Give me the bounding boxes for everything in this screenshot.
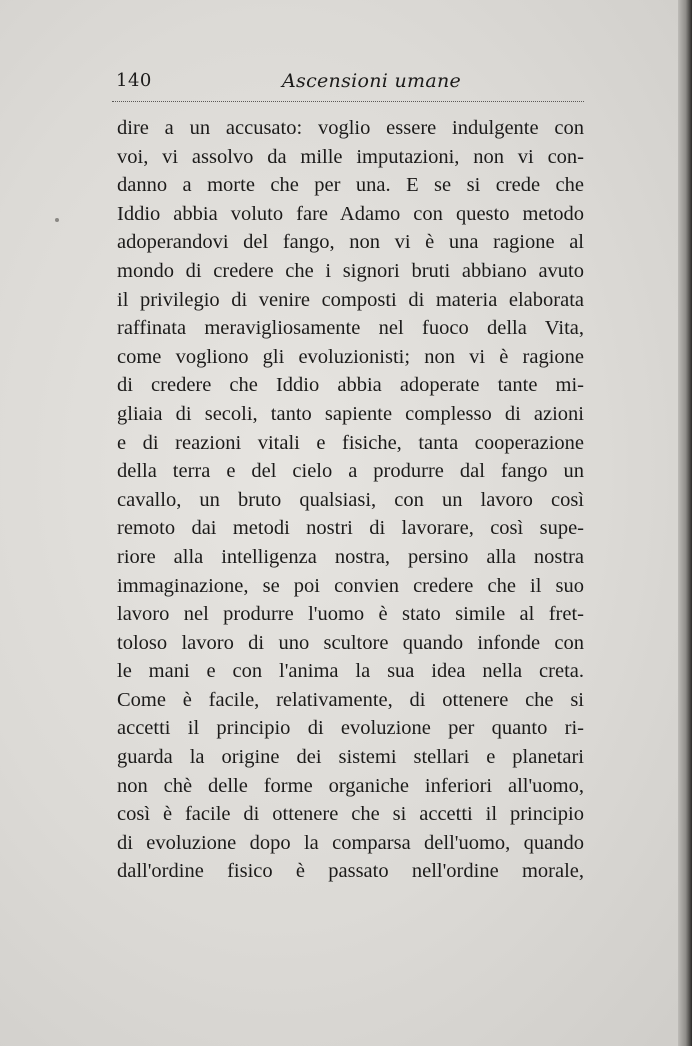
text-line: lavoro nel produrre l'uomo è stato simile al fret- [117, 603, 584, 626]
text-line: danno a morte che per una. E se si crede che [117, 174, 584, 197]
text-line: come vogliono gli evoluzionisti; non vi è ragione [117, 345, 584, 368]
text-line: riore alla intelligenza nostra, persino alla nostra [117, 545, 584, 568]
text-line: immaginazione, se poi convien credere che il suo [117, 574, 584, 597]
text-line: voi, vi assolvo da mille imputazioni, non vi con- [117, 145, 584, 168]
text-line: toloso lavoro di uno scultore quando infonde con [117, 631, 584, 654]
text-line: accetti il principio di evoluzione per quanto ri- [117, 717, 584, 740]
header-rule [112, 101, 584, 102]
text-line: di credere che Iddio abbia adoperate tante mi- [117, 374, 584, 397]
text-line: gliaia di secoli, tanto sapiente complesso di azioni [117, 402, 584, 425]
running-head [112, 70, 584, 100]
text-line: il privilegio di venire composti di materia elaborata [117, 288, 584, 311]
text-line: guarda la origine dei sistemi stellari e planetari [117, 746, 584, 769]
text-line: Come è facile, relativamente, di ottenere che si [117, 688, 584, 711]
body-text [117, 114, 584, 886]
text-line: non chè delle forme organiche inferiori all'uomo, [117, 774, 584, 797]
text-line: della terra e del cielo a produrre dal fango un [117, 460, 584, 483]
text-line: Iddio abbia voluto fare Adamo con questo metodo [117, 202, 584, 225]
running-title: Ascensioni umane [282, 70, 462, 92]
text-line: le mani e con l'anima la sua idea nella creta. [117, 660, 584, 683]
paper-speck [55, 218, 59, 222]
text-line: dire a un accusato: voglio essere indulgente con [117, 117, 584, 139]
text-line: di evoluzione dopo la comparsa dell'uomo, quando [117, 831, 584, 854]
text-line: raffinata meravigliosamente nel fuoco della Vita, [117, 317, 584, 340]
text-line: cavallo, un bruto qualsiasi, con un lavoro così [117, 488, 584, 511]
text-line: e di reazioni vitali e fisiche, tanta cooperazione [117, 431, 584, 454]
page-spine-edge [678, 0, 692, 1046]
page-number: 140 [116, 70, 152, 91]
text-line: adoperandovi del fango, non vi è una ragione al [117, 231, 584, 254]
text-line: dall'ordine fisico è passato nell'ordine morale, [117, 860, 584, 883]
text-line: remoto dai metodi nostri di lavorare, così supe- [117, 517, 584, 540]
text-line: mondo di credere che i signori bruti abbiano avuto [117, 259, 584, 282]
text-line: così è facile di ottenere che si accetti il principio [117, 803, 584, 826]
